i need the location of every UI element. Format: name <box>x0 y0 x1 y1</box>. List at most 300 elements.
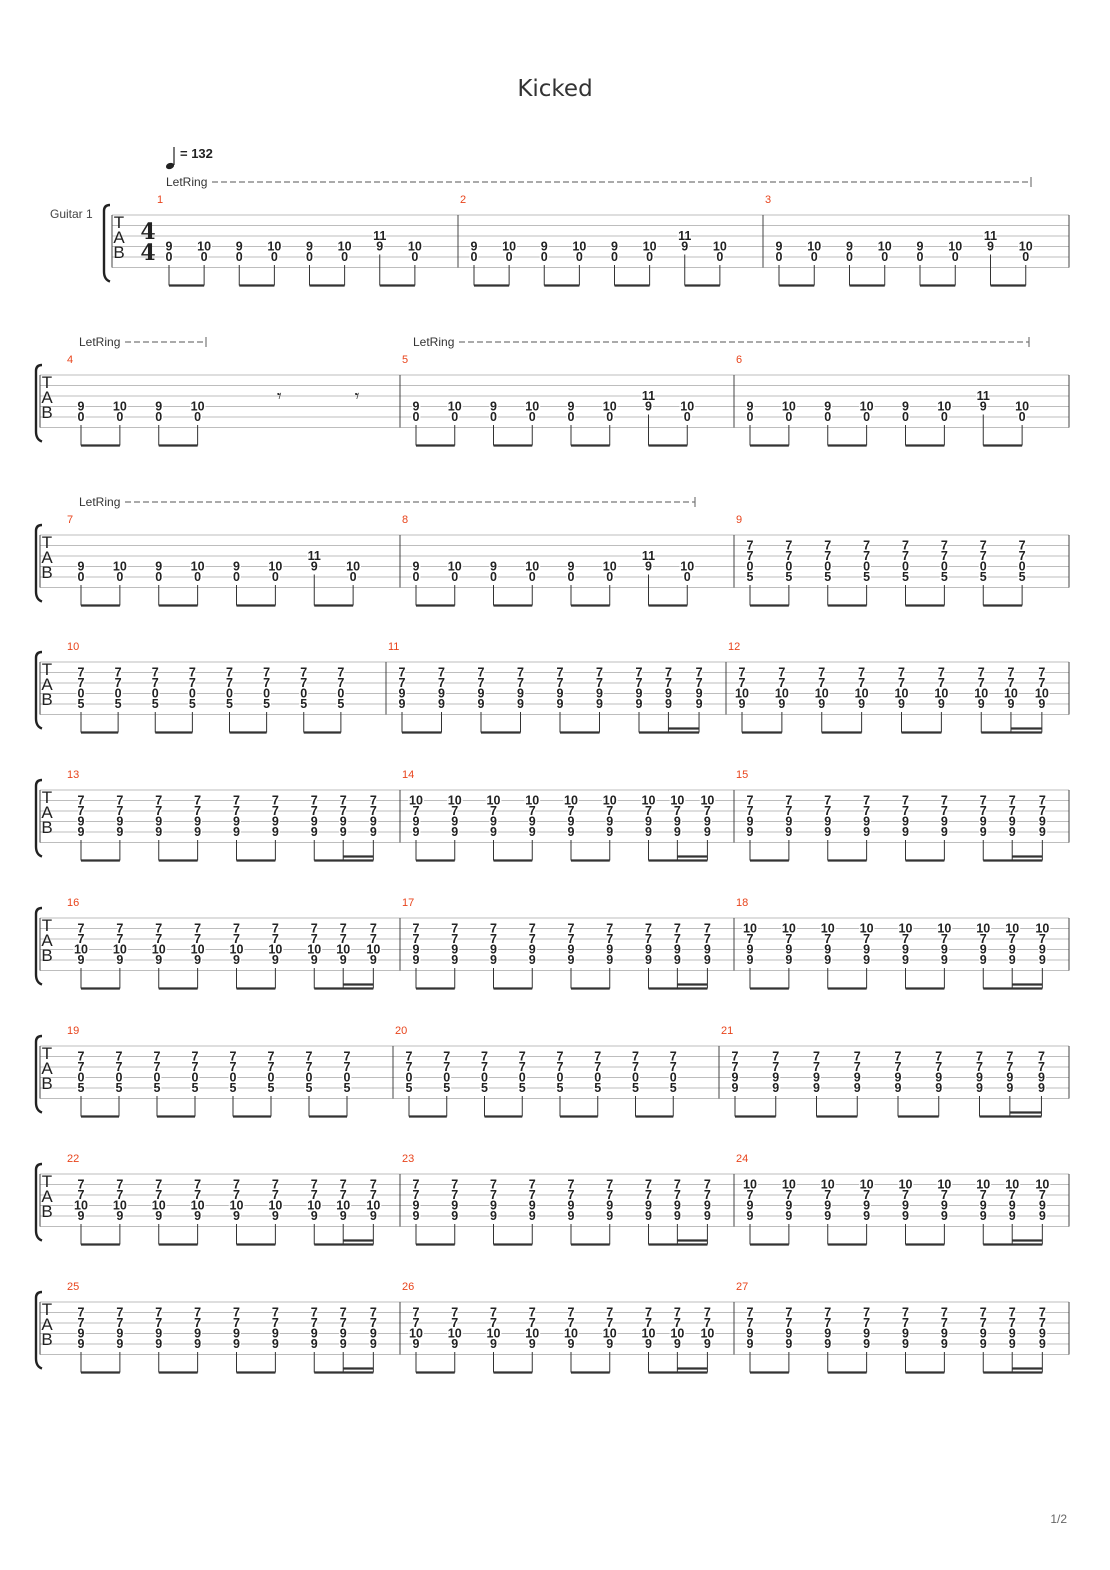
tab-clef-letter: B <box>41 403 53 422</box>
fret-number: 0 <box>505 250 513 264</box>
fret-number: 9 <box>310 1337 318 1351</box>
fret-number: 10 <box>937 1177 952 1192</box>
fret-number: 7 <box>606 921 614 936</box>
fret-number: 10 <box>700 793 715 808</box>
fret-number: 7 <box>77 1049 85 1064</box>
fret-number: 5 <box>300 697 308 711</box>
fret-number: 7 <box>412 1305 420 1320</box>
fret-number: 9 <box>976 1070 983 1085</box>
fret-number: 7 <box>271 804 279 818</box>
fret-number: 7 <box>703 1177 711 1192</box>
fret-number: 7 <box>114 665 122 680</box>
fret-number: 7 <box>898 665 905 680</box>
fret-number: 10 <box>670 1326 685 1341</box>
fret-number: 9 <box>438 686 445 701</box>
fret-number: 10 <box>1018 239 1033 254</box>
fret-number: 9 <box>987 239 994 254</box>
fret-number: 9 <box>310 814 318 829</box>
measure-number: 7 <box>67 514 74 526</box>
fret-number: 7 <box>369 1177 377 1192</box>
fret-number: 7 <box>902 549 909 563</box>
fret-number: 9 <box>1008 1326 1016 1341</box>
measure-number: 21 <box>721 1025 734 1037</box>
fret-number: 9 <box>339 1209 347 1223</box>
fret-number: 9 <box>673 1337 681 1351</box>
fret-number: 7 <box>310 1177 318 1192</box>
fret-number: 9 <box>271 814 279 829</box>
fret-number: 7 <box>824 932 832 946</box>
fret-number: 10 <box>937 399 952 414</box>
tab-clef-letter: A <box>113 228 125 247</box>
fret-number: 9 <box>412 1337 420 1351</box>
fret-number: 7 <box>443 1060 451 1074</box>
fret-number: 0 <box>746 559 754 574</box>
measure-number: 19 <box>67 1025 80 1037</box>
fret-number: 7 <box>115 1049 123 1064</box>
fret-number: 11 <box>373 229 387 243</box>
fret-number: 9 <box>785 942 793 957</box>
fret-number: 9 <box>772 1070 780 1085</box>
fret-number: 0 <box>810 250 818 264</box>
fret-number: 9 <box>673 953 681 967</box>
fret-number: 7 <box>77 932 85 946</box>
fret-number: 0 <box>490 570 497 584</box>
measure-number: 26 <box>402 1281 415 1293</box>
track-name: Guitar 1 <box>50 207 93 221</box>
fret-number: 5 <box>594 1081 602 1095</box>
fret-number: 0 <box>405 1070 413 1085</box>
fret-number: 7 <box>976 1060 983 1074</box>
fret-number: 10 <box>268 942 283 957</box>
fret-number: 9 <box>902 399 909 414</box>
fret-number: 9 <box>310 953 318 967</box>
fret-number: 7 <box>979 1305 987 1320</box>
fret-number: 9 <box>451 814 459 829</box>
fret-number: 7 <box>738 665 746 680</box>
fret-number: 9 <box>673 814 681 829</box>
fret-number: 7 <box>233 1316 240 1330</box>
fret-number: 5 <box>979 570 987 584</box>
tab-clef-letter: T <box>113 213 125 232</box>
fret-number: 9 <box>863 942 871 957</box>
fret-number: 7 <box>695 676 703 690</box>
fret-number: 9 <box>517 686 524 701</box>
tab-clef-letter: B <box>41 1202 53 1221</box>
fret-number: 0 <box>556 1070 564 1085</box>
fret-number: 7 <box>151 665 159 680</box>
fret-number: 7 <box>632 1060 639 1074</box>
fret-number: 7 <box>271 1188 279 1202</box>
fret-number: 9 <box>528 825 536 839</box>
fret-number: 9 <box>271 953 279 967</box>
fret-number: 5 <box>337 697 345 711</box>
fret-number: 7 <box>339 804 347 818</box>
fret-number: 0 <box>267 1070 275 1085</box>
fret-number: 7 <box>77 804 85 818</box>
fret-number: 7 <box>116 1316 124 1330</box>
fret-number: 9 <box>898 697 905 711</box>
fret-number: 9 <box>1006 1081 1014 1095</box>
fret-number: 7 <box>556 1049 564 1064</box>
fret-number: 0 <box>412 570 420 584</box>
fret-number: 9 <box>155 953 163 967</box>
measure-number: 4 <box>67 354 74 366</box>
fret-number: 7 <box>1007 676 1015 690</box>
fret-number: 7 <box>116 921 124 936</box>
fret-number: 7 <box>229 1049 237 1064</box>
fret-number: 7 <box>191 1049 199 1064</box>
fret-number: 5 <box>785 570 793 584</box>
fret-number: 7 <box>517 676 524 690</box>
fret-number: 9 <box>824 1209 832 1223</box>
fret-number: 10 <box>680 399 695 414</box>
fret-number: 9 <box>863 814 871 829</box>
fret-number: 7 <box>746 1188 754 1202</box>
fret-number: 7 <box>977 676 985 690</box>
fret-number: 0 <box>341 250 349 264</box>
fret-number: 7 <box>567 1305 575 1320</box>
fret-number: 7 <box>824 1188 832 1202</box>
fret-number: 7 <box>528 921 536 936</box>
tab-system <box>36 1153 1069 1245</box>
fret-number: 9 <box>556 686 564 701</box>
fret-number: 7 <box>940 1305 948 1320</box>
fret-number: 7 <box>153 1049 161 1064</box>
fret-number: 7 <box>979 1188 987 1202</box>
fret-number: 10 <box>877 239 892 254</box>
fret-number: 7 <box>556 665 564 680</box>
fret-number: 0 <box>194 410 202 424</box>
fret-number: 10 <box>859 921 874 936</box>
fret-number: 7 <box>1037 1060 1045 1074</box>
fret-number: 9 <box>490 1198 497 1213</box>
fret-number: 7 <box>155 1305 163 1320</box>
fret-number: 9 <box>77 559 85 574</box>
fret-number: 9 <box>233 1326 240 1341</box>
fret-number: 10 <box>859 399 874 414</box>
fret-number: 7 <box>339 1305 347 1320</box>
fret-number: 7 <box>645 1316 652 1330</box>
fret-number: 9 <box>233 1337 240 1351</box>
fret-number: 7 <box>785 1188 793 1202</box>
fret-number: 9 <box>902 1198 909 1213</box>
fret-number: 7 <box>979 1316 987 1330</box>
fret-number: 7 <box>853 1049 861 1064</box>
fret-number: 9 <box>785 1326 793 1341</box>
fret-number: 9 <box>233 814 240 829</box>
fret-number: 7 <box>263 676 271 690</box>
fret-number: 9 <box>339 1337 347 1351</box>
fret-number: 7 <box>940 538 948 553</box>
fret-number: 7 <box>194 1177 202 1192</box>
fret-number: 5 <box>267 1081 275 1095</box>
fret-number: 7 <box>339 1316 347 1330</box>
fret-number: 9 <box>606 1198 614 1213</box>
fret-number: 7 <box>116 932 124 946</box>
fret-number: 9 <box>645 825 652 839</box>
fret-number: 7 <box>443 1049 451 1064</box>
fret-number: 0 <box>116 570 124 584</box>
fret-number: 0 <box>188 686 196 701</box>
fret-number: 7 <box>188 665 196 680</box>
fret-number: 10 <box>112 942 127 957</box>
fret-number: 7 <box>267 1049 275 1064</box>
fret-number: 9 <box>976 1081 983 1095</box>
fret-number: 10 <box>670 793 685 808</box>
fret-number: 11 <box>678 229 692 243</box>
fret-number: 10 <box>564 793 578 808</box>
fret-number: 7 <box>606 1177 614 1192</box>
measure-number: 10 <box>67 641 80 653</box>
fret-number: 9 <box>645 1209 652 1223</box>
fret-number: 9 <box>606 1337 614 1351</box>
fret-number: 7 <box>191 1060 199 1074</box>
fret-number: 10 <box>486 1326 501 1341</box>
fret-number: 7 <box>233 932 240 946</box>
fret-number: 9 <box>664 697 672 711</box>
tab-system <box>104 175 1069 286</box>
fret-number: 5 <box>940 570 948 584</box>
fret-number: 7 <box>746 1305 754 1320</box>
fret-number: 7 <box>77 1188 85 1202</box>
fret-number: 9 <box>731 1081 739 1095</box>
measure-number: 2 <box>460 194 467 206</box>
fret-number: 7 <box>902 793 909 808</box>
fret-number: 0 <box>528 570 536 584</box>
fret-number: 9 <box>596 686 603 701</box>
fret-number: 10 <box>112 399 127 414</box>
fret-number: 7 <box>746 538 754 553</box>
tab-systems <box>36 175 1069 1373</box>
fret-number: 7 <box>902 804 909 818</box>
fret-number: 9 <box>824 399 832 414</box>
let-ring-label: LetRing <box>79 495 121 509</box>
fret-number: 9 <box>673 1198 681 1213</box>
fret-number: 0 <box>863 559 871 574</box>
fret-number: 10 <box>700 1326 715 1341</box>
fret-number: 9 <box>673 1209 681 1223</box>
fret-number: 9 <box>858 697 866 711</box>
fret-number: 0 <box>863 410 871 424</box>
fret-number: 9 <box>1037 1070 1045 1085</box>
fret-number: 9 <box>490 953 497 967</box>
fret-number: 7 <box>695 665 703 680</box>
fret-number: 7 <box>1038 1305 1046 1320</box>
fret-number: 9 <box>567 942 575 957</box>
fret-number: 7 <box>813 1049 820 1064</box>
fret-number: 11 <box>983 229 998 243</box>
fret-number: 7 <box>310 804 318 818</box>
fret-number: 9 <box>1008 942 1016 957</box>
fret-number: 0 <box>683 570 691 584</box>
fret-number: 10 <box>572 239 587 254</box>
fret-number: 7 <box>746 793 754 808</box>
fret-number: 0 <box>669 1070 677 1085</box>
fret-number: 7 <box>863 1316 871 1330</box>
fret-number: 7 <box>398 665 406 680</box>
fret-number: 0 <box>881 250 889 264</box>
fret-number: 9 <box>77 399 85 414</box>
fret-number: 9 <box>528 1209 536 1223</box>
fret-number: 5 <box>263 697 271 711</box>
fret-number: 7 <box>528 1316 536 1330</box>
fret-number: 7 <box>226 676 233 690</box>
fret-number: 7 <box>271 1316 279 1330</box>
fret-number: 9 <box>894 1081 902 1095</box>
tab-clef-letter: T <box>41 660 53 679</box>
fret-number: 7 <box>894 1060 902 1074</box>
fret-number: 7 <box>116 1188 124 1202</box>
fret-number: 7 <box>673 1305 681 1320</box>
fret-number: 10 <box>602 559 617 574</box>
fret-number: 0 <box>940 559 948 574</box>
fret-number: 9 <box>528 814 536 829</box>
fret-number: 9 <box>645 953 652 967</box>
fret-number: 9 <box>271 1337 279 1351</box>
fret-number: 0 <box>902 559 909 574</box>
fret-number: 7 <box>772 1049 780 1064</box>
fret-number: 9 <box>490 559 497 574</box>
fret-number: 7 <box>194 921 202 936</box>
fret-number: 9 <box>979 399 987 414</box>
fret-number: 9 <box>1008 814 1016 829</box>
fret-number: 7 <box>703 804 711 818</box>
fret-number: 7 <box>1038 676 1046 690</box>
fret-number: 9 <box>937 697 945 711</box>
fret-number: 7 <box>979 932 987 946</box>
fret-number: 7 <box>155 1188 163 1202</box>
fret-number: 7 <box>645 1177 652 1192</box>
fret-number: 7 <box>567 932 575 946</box>
fret-number: 0 <box>77 410 85 424</box>
fret-number: 5 <box>305 1081 313 1095</box>
fret-number: 7 <box>490 1177 497 1192</box>
tab-clef-letter: B <box>41 946 53 965</box>
fret-number: 7 <box>940 1188 948 1202</box>
fret-number: 0 <box>235 250 243 264</box>
fret-number: 9 <box>412 559 420 574</box>
fret-number: 7 <box>451 1305 459 1320</box>
eighth-rest-icon: 𝄾 <box>276 386 282 407</box>
tab-clef-letter: B <box>41 690 53 709</box>
fret-number: 10 <box>447 559 462 574</box>
fret-number: 7 <box>263 665 271 680</box>
fret-number: 7 <box>1008 1188 1016 1202</box>
fret-number: 7 <box>853 1060 861 1074</box>
fret-number: 10 <box>525 793 540 808</box>
system-brace <box>104 205 110 282</box>
fret-number: 0 <box>270 250 278 264</box>
tab-clef-letter: A <box>41 1187 53 1206</box>
fret-number: 7 <box>451 1316 459 1330</box>
fret-number: 11 <box>976 389 990 403</box>
fret-number: 9 <box>567 1337 575 1351</box>
fret-number: 9 <box>412 1209 420 1223</box>
fret-number: 7 <box>77 1177 85 1192</box>
fret-number: 7 <box>369 804 377 818</box>
fret-number: 7 <box>271 1305 279 1320</box>
fret-number: 7 <box>1008 1316 1016 1330</box>
fret-number: 10 <box>74 942 88 957</box>
fret-number: 11 <box>641 389 656 403</box>
fret-number: 10 <box>712 239 727 254</box>
fret-number: 9 <box>681 239 689 254</box>
tab-clef-letter: B <box>41 1330 53 1349</box>
fret-number: 7 <box>77 1316 85 1330</box>
fret-number: 7 <box>1038 932 1046 946</box>
fret-number: 0 <box>594 1070 602 1085</box>
fret-number: 0 <box>77 1070 85 1085</box>
fret-number: 7 <box>343 1049 351 1064</box>
fret-number: 0 <box>846 250 853 264</box>
fret-number: 10 <box>564 1326 578 1341</box>
measure-number: 8 <box>402 514 409 526</box>
measure-number: 1 <box>157 194 164 206</box>
fret-number: 7 <box>818 676 826 690</box>
fret-number: 9 <box>703 814 711 829</box>
fret-number: 9 <box>490 399 497 414</box>
fret-number: 9 <box>194 1326 202 1341</box>
fret-number: 7 <box>703 1188 711 1202</box>
measure-number: 20 <box>395 1025 408 1037</box>
fret-number: 9 <box>979 942 987 957</box>
fret-number: 10 <box>774 686 789 701</box>
fret-number: 7 <box>1008 932 1016 946</box>
fret-number: 7 <box>116 1305 124 1320</box>
fret-number: 7 <box>405 1049 413 1064</box>
fret-number: 7 <box>606 804 614 818</box>
fret-number: 7 <box>490 1305 497 1320</box>
measure-number: 6 <box>736 354 743 366</box>
fret-number: 9 <box>1008 953 1016 967</box>
fret-number: 10 <box>407 239 422 254</box>
fret-number: 9 <box>490 1337 497 1351</box>
fret-number: 9 <box>979 1326 987 1341</box>
fret-number: 7 <box>664 676 672 690</box>
fret-number: 7 <box>940 932 948 946</box>
fret-number: 9 <box>940 1198 948 1213</box>
fret-number: 9 <box>233 825 240 839</box>
fret-number: 9 <box>894 1070 902 1085</box>
fret-number: 9 <box>233 559 240 574</box>
fret-number: 7 <box>310 793 318 808</box>
fret-number: 7 <box>339 921 347 936</box>
tempo-marking <box>165 146 213 170</box>
fret-number: 7 <box>116 1177 124 1192</box>
fret-number: 9 <box>940 1209 948 1223</box>
fret-number: 0 <box>606 410 614 424</box>
fret-number: 7 <box>233 921 240 936</box>
fret-number: 10 <box>974 686 989 701</box>
fret-number: 10 <box>859 1177 874 1192</box>
fret-number: 7 <box>902 1188 909 1202</box>
fret-number: 7 <box>863 1188 871 1202</box>
fret-number: 9 <box>1038 1337 1046 1351</box>
fret-number: 9 <box>703 1209 711 1223</box>
fret-number: 9 <box>1038 942 1046 957</box>
fret-number: 10 <box>267 239 282 254</box>
fret-number: 0 <box>77 570 85 584</box>
fret-number: 9 <box>412 1198 420 1213</box>
fret-number: 9 <box>165 239 173 254</box>
measure-number: 9 <box>736 514 743 526</box>
tab-system <box>36 769 1069 861</box>
fret-number: 10 <box>807 239 822 254</box>
fret-number: 7 <box>596 665 603 680</box>
fret-number: 0 <box>567 570 575 584</box>
fret-number: 7 <box>979 793 987 808</box>
fret-number: 9 <box>1038 814 1046 829</box>
